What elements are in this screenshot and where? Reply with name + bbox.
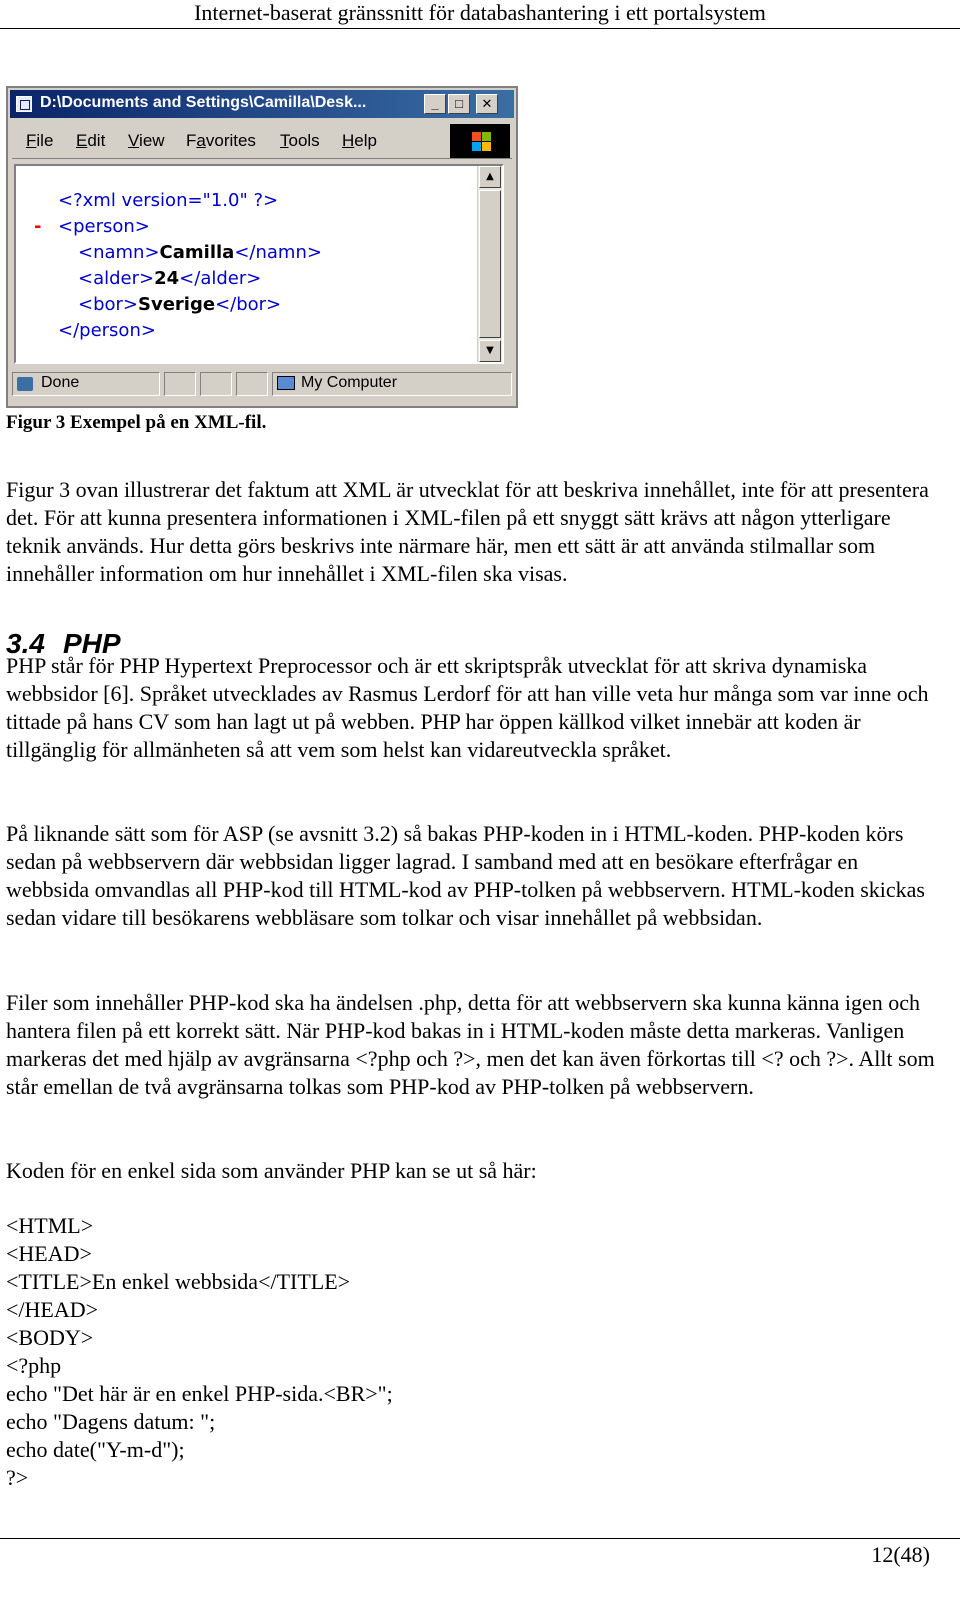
menu-edit[interactable]: Edit [76,131,106,150]
paragraph: Koden för en enkel sida som använder PHP kan se ut så här: [6,1158,537,1183]
paragraph: Filer som innehåller PHP-kod ska ha ändelsen .php, detta för att webbservern ska kunna känna igen och hantera filen på ett korrekt sätt. När PHP-kod bakas in i HTML-koden måste detta markeras. Vanligen markeras det med hjälp av avgränsarna <?php och ?>, men det kan även förkortas till <? och ?>. Allt som står emellan de två avgränsarna tolkas som PHP-kod av PHP-tolken på webbservern. [6,990,935,1099]
code-line: </HEAD> [6,1297,99,1322]
xml-person-open: <person> [58,216,150,237]
code-line: <TITLE>En enkel webbsida</TITLE> [6,1269,351,1294]
status-panel-zone [272,372,512,396]
window-title: D:\Documents and Settings\Camilla\Desk... [40,94,367,111]
xml-bor-line: <bor>Sverige</bor> [78,294,282,315]
code-line: <BODY> [6,1325,94,1350]
maximize-button[interactable]: □ [448,94,470,114]
section-heading: 3.4 PHP [6,628,121,659]
xml-alder-line: <alder>24</alder> [78,268,262,289]
scroll-down-arrow-icon[interactable]: ▼ [479,340,501,362]
scroll-up-arrow-icon[interactable]: ▲ [479,166,501,188]
status-bar [12,370,512,400]
code-line: <?php [6,1353,62,1378]
figure-caption: Figur 3 Exempel på en XML-fil. [6,412,267,433]
code-line: <HEAD> [6,1241,92,1266]
menu-file[interactable]: File [26,131,54,150]
xml-person-close: </person> [58,320,156,341]
zone-text: My Computer [301,374,398,391]
code-line: echo date("Y-m-d"); [6,1437,185,1462]
code-line: ?> [6,1465,29,1490]
page-number: 12(48) [871,1542,930,1567]
menu-help[interactable]: Help [342,131,377,150]
windows-logo-icon [450,124,510,158]
paragraph: Figur 3 ovan illustrerar det faktum att XML är utvecklat för att beskriva innehållet, inte för att presentera det. För att kunna presentera informationen i XML-filen på ett snyggt sätt krävs att någon ytterligare teknik används. Hur detta görs beskrivs inte närmare här, men ett sätt är att använda stilmallar som innehåller information om hur innehållet i XML-filen ska visas. [6,477,929,586]
xml-declaration: <?xml version="1.0" ?> [58,190,279,211]
status-panel-main [12,372,160,396]
document-icon [16,96,32,112]
menu-view[interactable]: View [128,131,165,150]
code-line: echo "Det här är en enkel PHP-sida.<BR>"; [6,1381,393,1406]
page-done-icon [17,377,33,391]
menu-favorites[interactable]: Favorites [186,131,256,150]
menu-file-rest: ile [36,131,54,150]
browser-window-figure [6,86,518,408]
paragraph: På liknande sätt som för ASP (se avsnitt 3.2) så bakas PHP-koden in i HTML-koden. PHP-koden körs sedan på webbservern där webbsidan ligger lagrad. I samband med att en besökare efterfrågar en webbsida omvandlas all PHP-kod till HTML-kod av PHP-tolken på webbservern. HTML-koden skickas sedan vidare till besökarens webbläsare som tolkar och visar innehållet på webbsidan. [6,821,925,930]
running-header: Internet-baserat gränssnitt för databashantering i ett portalsystem [0,0,960,29]
xml-viewer [14,164,504,364]
status-panel-empty [200,372,232,396]
paragraph: PHP står för PHP Hypertext Preprocessor och är ett skriptspråk utvecklat för att skriva dynamiska webbsidor [6]. Språket utvecklades av Rasmus Lerdorf för att han ville veta hur många som var inne och tittade på hans CV som han lagt ut på webben. PHP har öppen källkod vilket innebär att koden är tillgänglig för allmänheten så att vem som helst kan vidareutveckla språket. [6,653,929,762]
vertical-scrollbar[interactable] [477,166,502,362]
footer-rule [0,1538,960,1539]
xml-namn-line: <namn>Camilla</namn> [78,242,322,263]
code-line: <HTML> [6,1213,94,1238]
my-computer-icon [277,376,295,390]
status-panel-empty [236,372,268,396]
code-line: echo "Dagens datum: "; [6,1409,216,1434]
status-text: Done [41,374,80,391]
code-listing [6,1212,393,1492]
minimize-button[interactable]: _ [424,94,446,114]
window-titlebar [10,90,514,118]
close-button[interactable]: ✕ [476,94,498,114]
menu-tools[interactable]: Tools [280,131,320,150]
collapse-toggle[interactable]: - [34,216,42,237]
scroll-thumb[interactable] [479,190,501,338]
menu-bar [12,122,512,159]
status-panel-empty [164,372,196,396]
